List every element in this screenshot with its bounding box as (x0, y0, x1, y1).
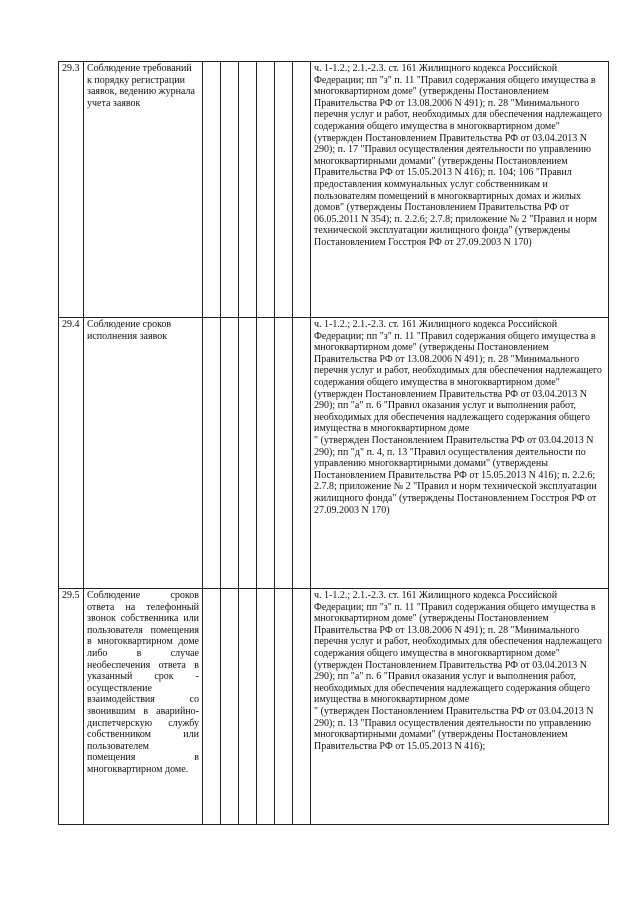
answer-cell (275, 318, 293, 589)
answer-cell (239, 589, 257, 825)
row-number: 29.5 (59, 589, 84, 825)
answer-cell (239, 62, 257, 318)
table-row (59, 62, 609, 318)
requirement-text: Соблюдение требований к порядку регистрации заявок, ведению журнала учета заявок (84, 62, 203, 318)
answer-cell (221, 62, 239, 318)
requirement-text: Соблюдение сроков исполнения заявок (84, 318, 203, 589)
answer-cell (221, 589, 239, 825)
requirement-text: Соблюдение сроков ответа на телефонный звонок собственника или пользователя помещения в многоквартирном доме либо в случае необеспечения ответа в указанный срок - осуществление взаимодействия со звонившим в аварийно-диспетчерскую службу собственником или пользователем помещения в многоквартирном доме. (84, 589, 203, 825)
row-number: 29.3 (59, 62, 84, 318)
answer-cell (293, 318, 311, 589)
row-number: 29.4 (59, 318, 84, 589)
legal-basis-text: ч. 1-1.2.; 2.1.-2.3. ст. 161 Жилищного кодекса Российской Федерации; пп "з" п. 11 "Правил содержания общего имущества в многоквартирном доме" (утверждены Постановлением Правительства РФ от 13.08.2006 N 491); п. 28 "Минимального перечня услуг и работ, необходимых для обеспечения надлежащего содержания общего имущества в многоквартирном доме" (утвержден Постановлением Правительства РФ от 03.04.2013 N 290); пп "а" п. 6 "Правил оказания услуг и выполнения работ, необходимых для обеспечения надлежащего содержания общего имущества в многоквартирном доме " (утвержден Постановлением Правительства РФ от 03.04.2013 N 290); п. 13 "Правил осуществления деятельности по управлению многоквартирными домами" (утверждены Постановлением Правительства РФ от 15.05.2013 N 416); (311, 589, 609, 825)
answer-cell (239, 318, 257, 589)
legal-basis-text: ч. 1-1.2.; 2.1.-2.3. ст. 161 Жилищного кодекса Российской Федерации; пп "з" п. 11 "Правил содержания общего имущества в многоквартирном доме" (утверждены Постановлением Правительства РФ от 13.08.2006 N 491); п. 28 "Минимального перечня услуг и работ, необходимых для обеспечения надлежащего содержания общего имущества в многоквартирном доме" (утвержден Постановлением Правительства РФ от 03.04.2013 N 290); пп "а" п. 6 "Правил оказания услуг и выполнения работ, необходимых для обеспечения надлежащего содержания общего имущества в многоквартирном доме " (утвержден Постановлением Правительства РФ от 03.04.2013 N 290); пп "д" п. 4, п. 13 "Правил осуществления деятельности по управлению многоквартирными домами" (утверждены Постановлением Правительства РФ от 15.05.2013 N 416); п. 2.2.6; 2.7.8; приложение № 2 "Правил и норм технической эксплуатации жилищного фонда" (утверждены Постановлением Госстроя РФ от 27.09.2003 N 170) (311, 318, 609, 589)
answer-cell (257, 62, 275, 318)
answer-cell (221, 318, 239, 589)
table-row (59, 318, 609, 589)
answer-cell (203, 62, 221, 318)
answer-cell (293, 62, 311, 318)
table-row (59, 589, 609, 825)
answer-cell (257, 318, 275, 589)
requirements-table (58, 61, 609, 825)
answer-cell (293, 589, 311, 825)
answer-cell (257, 589, 275, 825)
answer-cell (275, 62, 293, 318)
answer-cell (203, 589, 221, 825)
answer-cell (203, 318, 221, 589)
legal-basis-text: ч. 1-1.2.; 2.1.-2.3. ст. 161 Жилищного кодекса Российской Федерации; пп "з" п. 11 "Правил содержания общего имущества в многоквартирном доме" (утверждены Постановлением Правительства РФ от 13.08.2006 N 491); п. 28 "Минимального перечня услуг и работ, необходимых для обеспечения надлежащего содержания общего имущества в многоквартирном доме" (утвержден Постановлением Правительства РФ от 03.04.2013 N 290); п. 17 "Правил осуществления деятельности по управлению многоквартирными домами" (утверждены Постановлением Правительства РФ от 15.05.2013 N 416); п. 104; 106 "Правил предоставления коммунальных услуг собственникам и пользователям помещений в многоквартирных домах и жилых домов" (утверждены Постановлением Правительства РФ от 06.05.2011 N 354); п. 2.2.6; 2.7.8; приложение № 2 "Правил и норм технической эксплуатации жилищного фонда" (утверждены Постановлением Госстроя РФ от 27.09.2003 N 170) (311, 62, 609, 318)
answer-cell (275, 589, 293, 825)
